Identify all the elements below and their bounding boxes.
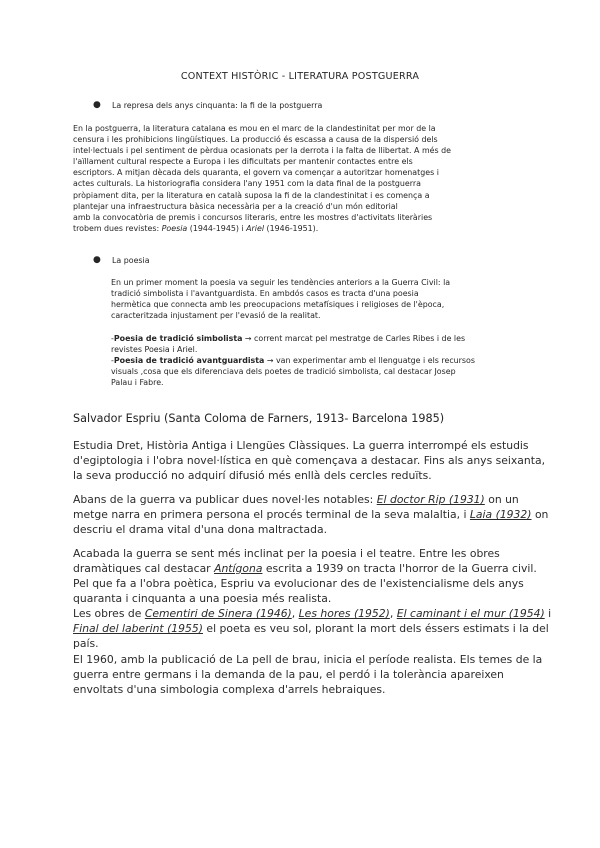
text-line: Acabada la guerra se sent més inclinat per la poesia i el teatre. Entre les obres [73,547,500,560]
text-line: la seva producció no adquirí difusió més enllà dels cercles reduïts. [73,469,432,482]
text-line [73,507,548,522]
text-line: actes culturals. La historiografia considera l'any 1951 com la data final de la postguerra [73,179,421,189]
text-span: el poeta es veu sol, plorant la mort dels éssers estimats i la del [203,622,549,635]
work-title-doctor-rip: El doctor Rip (1931) [376,493,485,506]
text-line: intel·lectuals i pel sentiment de pèrdua ocasionats per la derrota i la falta de llibertat. A més de [73,146,451,156]
text-span: dramàtiques cal destacar [73,562,215,575]
text-span: , [291,607,299,620]
text-line: guerra entre germans i la demanda de la pau, el perdó i la tolerància apareixen [73,668,504,681]
bullet-icon: ● [93,255,101,265]
text-span: (1946-1951). [264,223,319,233]
text-span: on un [484,493,519,506]
text-span: → corrent marcat pel mestratge de Carles Ribes i de les [242,334,466,343]
paragraph-postguerra [73,123,451,234]
text-span: escrita a 1939 on tracta l'horror de la Guerra civil. [262,562,537,575]
text-line: escriptors. A mitjan dècada dels quaranta, el govern va començar a autoritzar homenatges i [73,168,439,178]
text-line: pròpiament dita, per la literatura en català suposa la fi de la clandestinitat i es comença a [73,190,430,200]
text-span: → van experimentar amb el llenguatge i els recursos [264,356,475,366]
text-span: , [389,607,397,620]
paragraph-poesia-teatre [73,546,551,651]
text-line: En un primer moment la poesia va seguir les tendències anteriors a la Guerra Civil: la [111,278,451,287]
text-line: d'egiptologia i l'obra novel·lística en què començava a destacar. Fins als anys seixanta, [73,454,546,467]
paragraph-estudis [73,438,545,483]
work-title-cementiri: Cementiri de Sinera (1946) [144,607,292,620]
paragraph-novelles [73,492,548,537]
text-line [111,355,475,366]
text-span: Abans de la guerra va publicar dues novel·les notables: [73,493,377,506]
text-span: i [544,607,552,620]
text-span: (1944-1945) i [187,223,247,233]
text-line: revistes Poesia i Ariel. [111,345,198,355]
text-span: trobem dues revistes: [73,223,162,233]
text-line [111,333,475,344]
text-line: Pel que fa a l'obra poètica, Espriu va evolucionar des de l'existencialisme dels anys [73,577,524,590]
text-line: amb la convocatòria de premis i concursos literaris, entre les mostres d'activitats literàries [73,212,433,222]
text-line: quaranta i cinquanta a una poesia més realista. [73,592,332,605]
text-line: l'aïllament cultural respecte a Europa i les dificultats per mantenir contactes entre els [73,157,413,167]
text-line: tradició simbolista i l'avantguardista. En ambdós casos es tracta d'una poesia [111,289,419,299]
text-span: metge narra en primera persona el procés terminal de la seva malaltia, i [73,508,470,521]
term-simbolista: Poesia de tradició simbolista [113,334,243,343]
text-line [73,492,548,507]
text-line [73,606,551,621]
text-line: Estudia Dret, Història Antiga i Llengües Clàssiques. La guerra interrompé els estudis [73,439,529,452]
text-line: caracteritzada injustament per l'evasió de la realitat. [111,311,321,321]
work-title-caminant: El caminant i el mur (1954) [396,607,545,620]
magazine-title-ariel: Ariel [246,223,265,233]
text-span: Les obres de [73,607,145,620]
text-line: El 1960, amb la publicació de La pell de brau, inicia el període realista. Els temes de la [73,653,543,666]
text-line: país. [73,637,99,650]
term-avantguardista: Poesia de tradició avantguardista [113,356,265,366]
document-title: CONTEXT HISTÒRIC - LITERATURA POSTGUERRA [180,71,420,82]
text-line: censura i les prohibicions lingüístiques. La producció és escassa a causa de la dispersió dels [73,135,438,145]
text-line: hermètica que connecta amb les preocupacions metafísiques i religioses de l'època, [111,300,445,310]
text-line: Palau i Fabre. [111,378,164,388]
text-line [73,561,551,576]
text-line: En la postguerra, la literatura catalana es mou en el marc de la clandestinitat per mor de la [73,124,436,133]
section-label-poesia: La poesia [112,256,150,265]
section-heading-espriu: Salvador Espriu (Santa Coloma de Farners, 1913- Barcelona 1985) [73,412,445,425]
text-span: - [111,334,114,343]
section-label-represa: La represa dels anys cinquanta: la fi de la postguerra [112,101,323,110]
work-title-laia: Laia (1932) [469,508,532,521]
text-span: - [111,356,114,366]
paragraph-tradicions [111,333,475,388]
work-title-hores: Les hores (1952) [298,607,390,620]
work-title-antigona: Antígona [214,562,263,575]
text-span: on [531,508,549,521]
work-title-final-laberint: Final del laberint (1955) [73,622,203,635]
text-line: visuals ,cosa que els diferenciava dels poetes de tradició simbolista, cal destacar Josep [111,367,456,377]
text-line: envoltats d'una simbologia complexa d'arrels hebraiques. [73,683,386,696]
paragraph-poesia [111,277,450,321]
text-line: plantejar una infraestructura bàsica necessària per a la creació d'un món editorial [73,201,398,211]
paragraph-realisme [73,652,542,697]
bullet-icon: ● [93,100,101,110]
text-line [73,223,451,234]
text-line [73,621,551,636]
text-line: descriu el drama vital d'una dona maltractada. [73,523,328,536]
magazine-title-poesia: Poesia [161,223,188,233]
